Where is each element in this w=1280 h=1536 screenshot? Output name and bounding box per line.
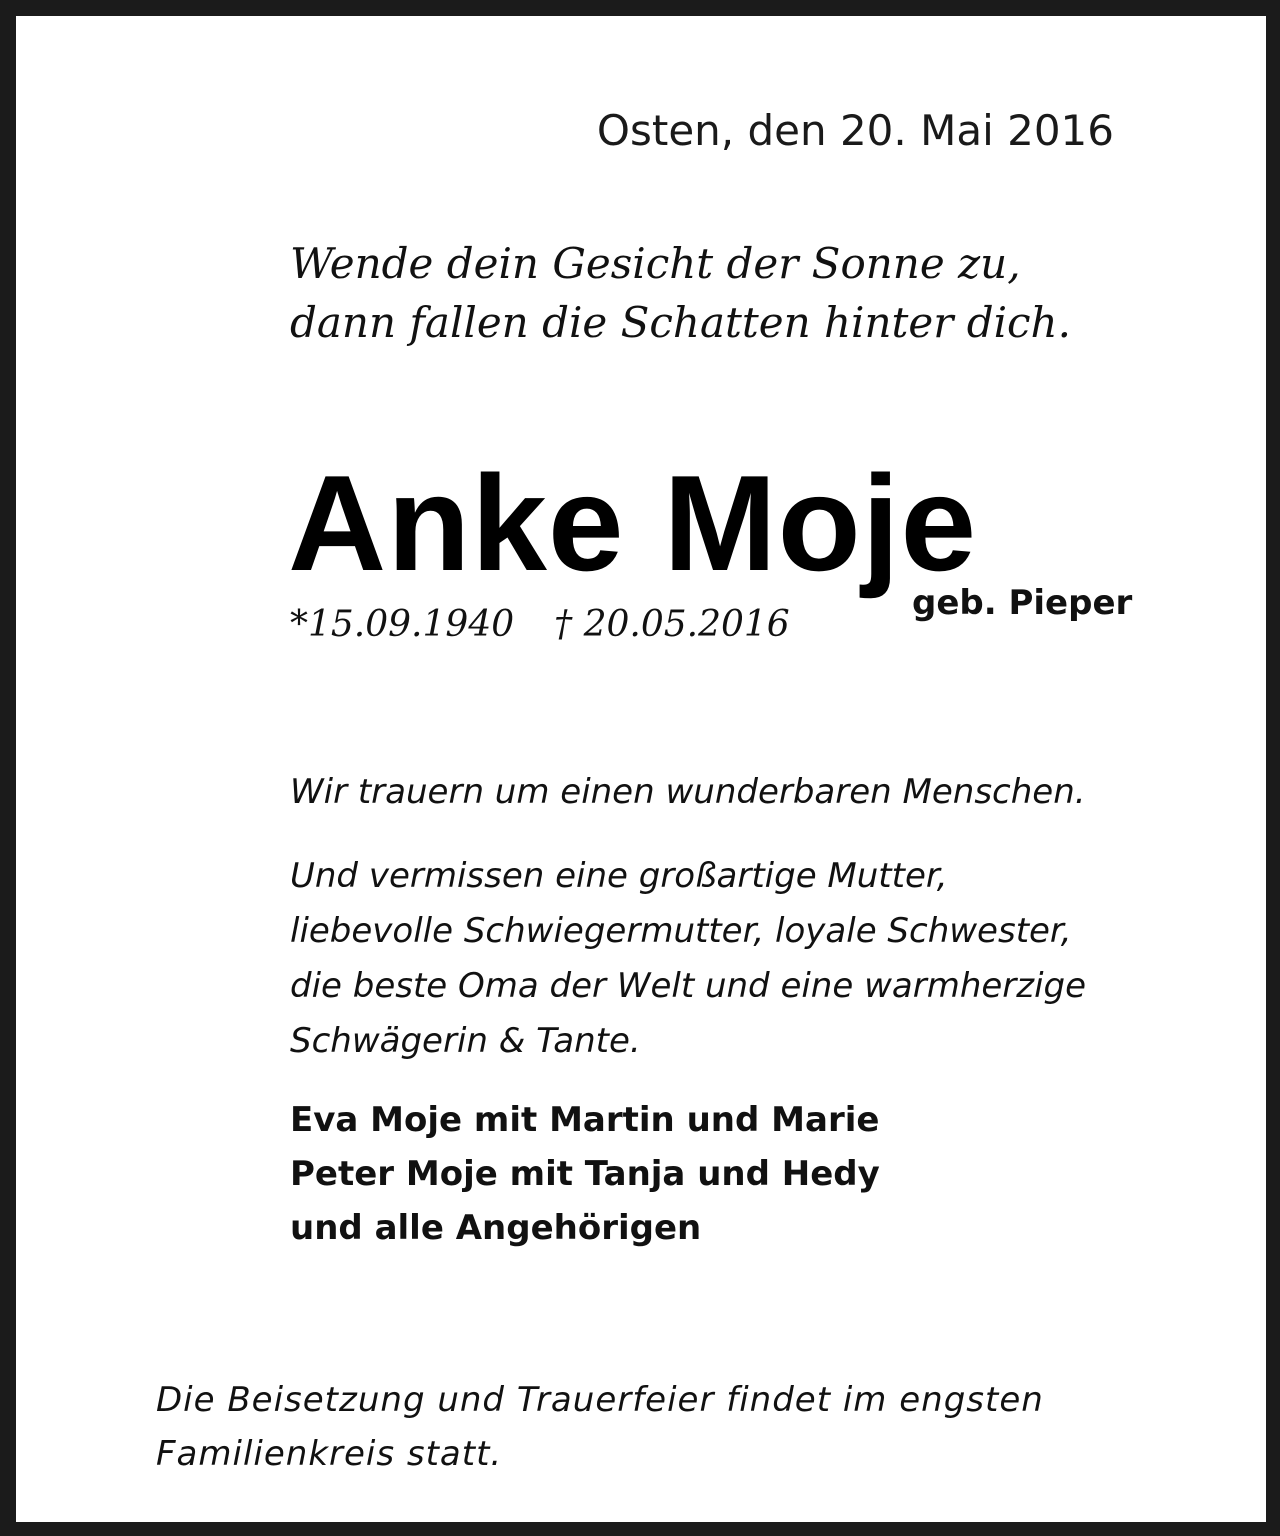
birth-date: *15.09.1940 (290, 604, 515, 645)
deceased-name: Anke Moje (288, 447, 978, 599)
motto-quote (290, 234, 1190, 352)
tribute-line: Schwägerin & Tante. (290, 1021, 641, 1061)
tribute-line: liebevolle Schwiegermutter, loyale Schwester, (290, 911, 1072, 951)
maiden-name: geb. Pieper (912, 583, 1133, 623)
tribute-text (290, 849, 1190, 1069)
signers-list (290, 1093, 1190, 1255)
motto-line: dann fallen die Schatten hinter dich. (290, 298, 1071, 347)
mourning-statement: Wir trauern um einen wunderbaren Menschen. (290, 772, 1086, 812)
tribute-line: die beste Oma der Welt und eine warmherzige (290, 966, 1087, 1006)
signer-line: Peter Moje mit Tanja und Hedy (290, 1154, 880, 1194)
place-date: Osten, den 20. Mai 2016 (596, 106, 1114, 155)
notice-line: Familienkreis statt. (156, 1434, 503, 1474)
death-date: † 20.05.2016 (554, 604, 790, 645)
notice-line: Die Beisetzung und Trauerfeier findet im engsten (156, 1380, 1044, 1420)
signer-line: und alle Angehörigen (290, 1208, 702, 1248)
funeral-notice (156, 1373, 1236, 1481)
life-dates (290, 604, 790, 645)
motto-line: Wende dein Gesicht der Sonne zu, (290, 239, 1021, 288)
tribute-line: Und vermissen eine großartige Mutter, (290, 856, 948, 896)
signer-line: Eva Moje mit Martin und Marie (290, 1100, 880, 1140)
